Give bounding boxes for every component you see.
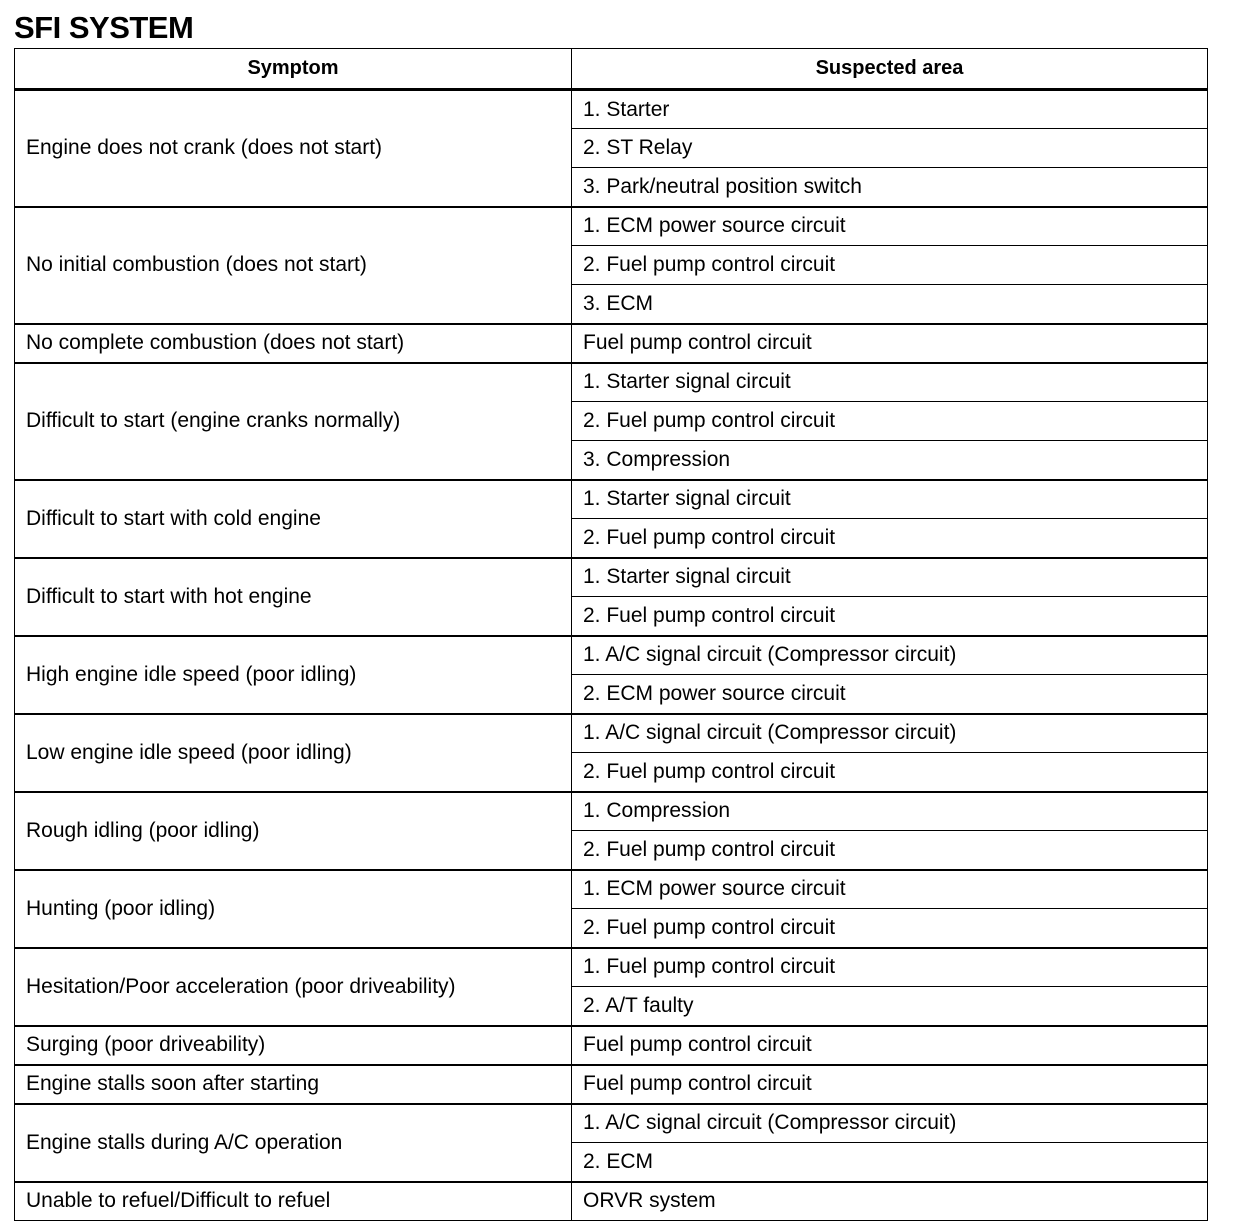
- symptom-cell: High engine idle speed (poor idling): [15, 636, 572, 714]
- symptom-group: [15, 1104, 1208, 1182]
- symptom-group: [15, 792, 1208, 870]
- suspected-area-cell: 1. A/C signal circuit (Compressor circuit): [572, 1104, 1208, 1143]
- suspected-area-cell: 2. Fuel pump control circuit: [572, 597, 1208, 636]
- suspected-area-cell: 1. ECM power source circuit: [572, 870, 1208, 909]
- symptom-group: [15, 636, 1208, 714]
- symptom-group: [15, 714, 1208, 792]
- symptom-cell: No initial combustion (does not start): [15, 207, 572, 324]
- symptom-group: [15, 948, 1208, 1026]
- suspected-area-cell: 1. A/C signal circuit (Compressor circuit): [572, 714, 1208, 753]
- table-row: [15, 1104, 1208, 1143]
- symptom-group: [15, 207, 1208, 324]
- suspected-area-cell: 1. Fuel pump control circuit: [572, 948, 1208, 987]
- suspected-area-cell: Fuel pump control circuit: [572, 1065, 1208, 1104]
- symptom-group: [15, 480, 1208, 558]
- symptom-cell: Difficult to start with hot engine: [15, 558, 572, 636]
- suspected-area-cell: Fuel pump control circuit: [572, 1026, 1208, 1065]
- symptom-cell: Difficult to start with cold engine: [15, 480, 572, 558]
- symptom-cell: Low engine idle speed (poor idling): [15, 714, 572, 792]
- suspected-area-cell: 1. Starter signal circuit: [572, 480, 1208, 519]
- symptom-column-header: Symptom: [15, 49, 572, 90]
- table-row: [15, 636, 1208, 675]
- suspected-area-cell: 2. Fuel pump control circuit: [572, 909, 1208, 948]
- table-row: [15, 363, 1208, 402]
- table-row: [15, 870, 1208, 909]
- symptom-group: [15, 324, 1208, 363]
- symptom-group: [15, 90, 1208, 207]
- suspected-area-cell: 2. A/T faulty: [572, 987, 1208, 1026]
- suspected-area-cell: 2. ECM power source circuit: [572, 675, 1208, 714]
- symptom-group: [15, 1026, 1208, 1065]
- table-row: [15, 792, 1208, 831]
- table-row: [15, 1182, 1208, 1221]
- suspected-area-cell: 2. Fuel pump control circuit: [572, 246, 1208, 285]
- table-row: [15, 90, 1208, 129]
- table-row: [15, 714, 1208, 753]
- suspected-area-cell: 1. Starter: [572, 90, 1208, 129]
- suspected-area-cell: 1. ECM power source circuit: [572, 207, 1208, 246]
- page-title: SFI SYSTEM: [14, 10, 194, 45]
- symptom-group: [15, 1182, 1208, 1221]
- symptom-group: [15, 870, 1208, 948]
- symptom-cell: No complete combustion (does not start): [15, 324, 572, 363]
- suspected-area-cell: 2. Fuel pump control circuit: [572, 402, 1208, 441]
- symptom-cell: Engine stalls during A/C operation: [15, 1104, 572, 1182]
- table-row: [15, 207, 1208, 246]
- suspected-area-cell: 2. Fuel pump control circuit: [572, 519, 1208, 558]
- suspected-area-column-header: Suspected area: [572, 49, 1208, 90]
- suspected-area-cell: 3. Park/neutral position switch: [572, 168, 1208, 207]
- symptom-group: [15, 558, 1208, 636]
- symptom-cell: Unable to refuel/Difficult to refuel: [15, 1182, 572, 1221]
- suspected-area-cell: Fuel pump control circuit: [572, 324, 1208, 363]
- table-header: [15, 49, 1208, 90]
- suspected-area-cell: 3. Compression: [572, 441, 1208, 480]
- suspected-area-cell: 1. Compression: [572, 792, 1208, 831]
- symptom-table: [14, 48, 1208, 1221]
- symptom-group: [15, 1065, 1208, 1104]
- symptom-cell: Surging (poor driveability): [15, 1026, 572, 1065]
- symptom-cell: Rough idling (poor idling): [15, 792, 572, 870]
- suspected-area-cell: ORVR system: [572, 1182, 1208, 1221]
- suspected-area-cell: 1. A/C signal circuit (Compressor circuit): [572, 636, 1208, 675]
- suspected-area-cell: 2. ST Relay: [572, 129, 1208, 168]
- suspected-area-cell: 3. ECM: [572, 285, 1208, 324]
- suspected-area-cell: 1. Starter signal circuit: [572, 558, 1208, 597]
- table-row: [15, 1026, 1208, 1065]
- symptom-cell: Difficult to start (engine cranks normally): [15, 363, 572, 480]
- suspected-area-cell: 2. Fuel pump control circuit: [572, 753, 1208, 792]
- table-row: [15, 948, 1208, 987]
- symptom-cell: Engine stalls soon after starting: [15, 1065, 572, 1104]
- suspected-area-cell: 2. ECM: [572, 1143, 1208, 1182]
- table-row: [15, 480, 1208, 519]
- symptom-group: [15, 363, 1208, 480]
- table-row: [15, 324, 1208, 363]
- table-row: [15, 1065, 1208, 1104]
- header-row: [15, 49, 1208, 90]
- suspected-area-cell: 2. Fuel pump control circuit: [572, 831, 1208, 870]
- suspected-area-cell: 1. Starter signal circuit: [572, 363, 1208, 402]
- symptom-cell: Hesitation/Poor acceleration (poor driveability): [15, 948, 572, 1026]
- symptom-cell: Engine does not crank (does not start): [15, 90, 572, 207]
- symptom-cell: Hunting (poor idling): [15, 870, 572, 948]
- table-row: [15, 558, 1208, 597]
